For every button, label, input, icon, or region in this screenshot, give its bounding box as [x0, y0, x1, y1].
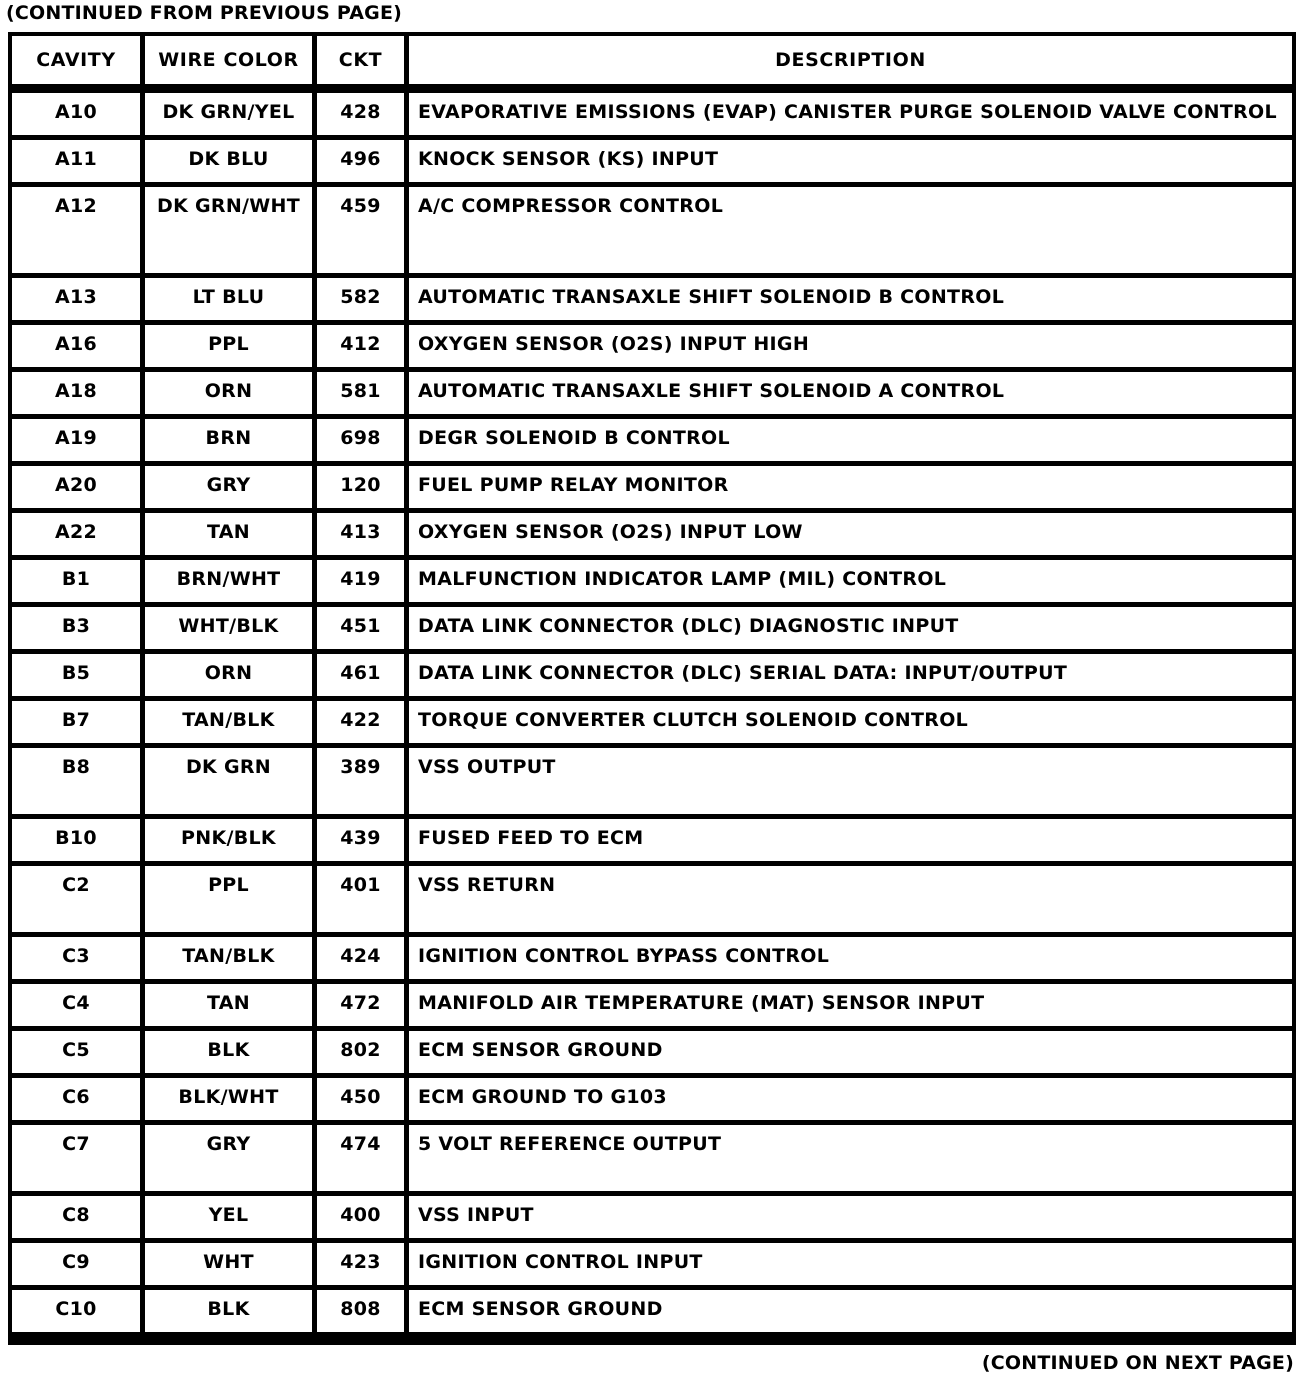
- cell-description: TORQUE CONVERTER CLUTCH SOLENOID CONTROL: [409, 701, 1292, 743]
- connector-pinout-table: [8, 32, 1296, 1345]
- cell-description: OXYGEN SENSOR (O2S) INPUT LOW: [409, 513, 1292, 555]
- cell-cavity: C10: [12, 1290, 140, 1332]
- cell-wire-color: DK BLU: [145, 140, 312, 182]
- cell-description: MALFUNCTION INDICATOR LAMP (MIL) CONTROL: [409, 560, 1292, 602]
- cell-cavity: C2: [12, 866, 140, 932]
- continued-on-note: (CONTINUED ON NEXT PAGE): [981, 1352, 1294, 1374]
- cell-cavity: A22: [12, 513, 140, 555]
- cell-wire-color: TAN/BLK: [145, 937, 312, 979]
- cell-ckt: 428: [317, 93, 404, 135]
- cell-ckt: 400: [317, 1196, 404, 1238]
- cell-ckt: 808: [317, 1290, 404, 1332]
- cell-description: EVAPORATIVE EMISSIONS (EVAP) CANISTER PURGE SOLENOID VALVE CONTROL: [409, 93, 1292, 135]
- cell-ckt: 582: [317, 278, 404, 320]
- cell-ckt: 461: [317, 654, 404, 696]
- cell-description: ECM SENSOR GROUND: [409, 1290, 1292, 1332]
- cell-description: AUTOMATIC TRANSAXLE SHIFT SOLENOID B CONTROL: [409, 278, 1292, 320]
- cell-cavity: A16: [12, 325, 140, 367]
- cell-cavity: A20: [12, 466, 140, 508]
- cell-cavity: B5: [12, 654, 140, 696]
- cell-cavity: C4: [12, 984, 140, 1026]
- cell-description: FUEL PUMP RELAY MONITOR: [409, 466, 1292, 508]
- cell-ckt: 474: [317, 1125, 404, 1191]
- cell-ckt: 413: [317, 513, 404, 555]
- cell-wire-color: WHT/BLK: [145, 607, 312, 649]
- cell-description: MANIFOLD AIR TEMPERATURE (MAT) SENSOR INPUT: [409, 984, 1292, 1026]
- cell-wire-color: BLK: [145, 1031, 312, 1073]
- cell-description: FUSED FEED TO ECM: [409, 819, 1292, 861]
- cell-wire-color: BRN: [145, 419, 312, 461]
- header-ckt: CKT: [317, 36, 404, 84]
- cell-wire-color: BRN/WHT: [145, 560, 312, 602]
- header-cavity: CAVITY: [12, 36, 140, 84]
- cell-wire-color: TAN/BLK: [145, 701, 312, 743]
- cell-description: 5 VOLT REFERENCE OUTPUT: [409, 1125, 1292, 1191]
- cell-ckt: 422: [317, 701, 404, 743]
- cell-description: VSS INPUT: [409, 1196, 1292, 1238]
- cell-cavity: A11: [12, 140, 140, 182]
- cell-ckt: 802: [317, 1031, 404, 1073]
- cell-cavity: C8: [12, 1196, 140, 1238]
- cell-ckt: 450: [317, 1078, 404, 1120]
- cell-wire-color: PPL: [145, 866, 312, 932]
- cell-description: ECM SENSOR GROUND: [409, 1031, 1292, 1073]
- continued-from-note: (CONTINUED FROM PREVIOUS PAGE): [6, 2, 403, 24]
- header-description: DESCRIPTION: [409, 36, 1292, 84]
- cell-description: DEGR SOLENOID B CONTROL: [409, 419, 1292, 461]
- cell-cavity: C9: [12, 1243, 140, 1285]
- cell-ckt: 451: [317, 607, 404, 649]
- cell-wire-color: BLK: [145, 1290, 312, 1332]
- cell-ckt: 412: [317, 325, 404, 367]
- cell-wire-color: ORN: [145, 372, 312, 414]
- cell-ckt: 439: [317, 819, 404, 861]
- cell-description: DATA LINK CONNECTOR (DLC) DIAGNOSTIC INPUT: [409, 607, 1292, 649]
- cell-cavity: A18: [12, 372, 140, 414]
- cell-ckt: 581: [317, 372, 404, 414]
- cell-wire-color: PPL: [145, 325, 312, 367]
- cell-cavity: C6: [12, 1078, 140, 1120]
- cell-description: ECM GROUND TO G103: [409, 1078, 1292, 1120]
- cell-cavity: B8: [12, 748, 140, 814]
- cell-description: IGNITION CONTROL BYPASS CONTROL: [409, 937, 1292, 979]
- cell-description: AUTOMATIC TRANSAXLE SHIFT SOLENOID A CONTROL: [409, 372, 1292, 414]
- cell-wire-color: WHT: [145, 1243, 312, 1285]
- cell-ckt: 472: [317, 984, 404, 1026]
- cell-wire-color: GRY: [145, 466, 312, 508]
- cell-cavity: B1: [12, 560, 140, 602]
- cell-cavity: A19: [12, 419, 140, 461]
- cell-wire-color: ORN: [145, 654, 312, 696]
- cell-wire-color: GRY: [145, 1125, 312, 1191]
- cell-ckt: 459: [317, 187, 404, 273]
- cell-description: DATA LINK CONNECTOR (DLC) SERIAL DATA: INPUT/OUTPUT: [409, 654, 1292, 696]
- cell-ckt: 423: [317, 1243, 404, 1285]
- cell-ckt: 389: [317, 748, 404, 814]
- cell-cavity: B3: [12, 607, 140, 649]
- cell-cavity: A13: [12, 278, 140, 320]
- cell-wire-color: YEL: [145, 1196, 312, 1238]
- cell-ckt: 401: [317, 866, 404, 932]
- cell-cavity: A12: [12, 187, 140, 273]
- cell-cavity: C7: [12, 1125, 140, 1191]
- cell-ckt: 496: [317, 140, 404, 182]
- cell-ckt: 419: [317, 560, 404, 602]
- cell-ckt: 424: [317, 937, 404, 979]
- cell-description: OXYGEN SENSOR (O2S) INPUT HIGH: [409, 325, 1292, 367]
- cell-ckt: 120: [317, 466, 404, 508]
- header-wire-color: WIRE COLOR: [145, 36, 312, 84]
- cell-wire-color: BLK/WHT: [145, 1078, 312, 1120]
- cell-wire-color: LT BLU: [145, 278, 312, 320]
- cell-ckt: 698: [317, 419, 404, 461]
- cell-description: A/C COMPRESSOR CONTROL: [409, 187, 1292, 273]
- cell-wire-color: DK GRN/YEL: [145, 93, 312, 135]
- cell-cavity: B10: [12, 819, 140, 861]
- cell-description: KNOCK SENSOR (KS) INPUT: [409, 140, 1292, 182]
- cell-cavity: A10: [12, 93, 140, 135]
- cell-wire-color: PNK/BLK: [145, 819, 312, 861]
- cell-description: VSS RETURN: [409, 866, 1292, 932]
- cell-wire-color: TAN: [145, 513, 312, 555]
- cell-wire-color: TAN: [145, 984, 312, 1026]
- cell-wire-color: DK GRN: [145, 748, 312, 814]
- cell-wire-color: DK GRN/WHT: [145, 187, 312, 273]
- cell-cavity: B7: [12, 701, 140, 743]
- cell-cavity: C5: [12, 1031, 140, 1073]
- cell-description: IGNITION CONTROL INPUT: [409, 1243, 1292, 1285]
- cell-description: VSS OUTPUT: [409, 748, 1292, 814]
- cell-cavity: C3: [12, 937, 140, 979]
